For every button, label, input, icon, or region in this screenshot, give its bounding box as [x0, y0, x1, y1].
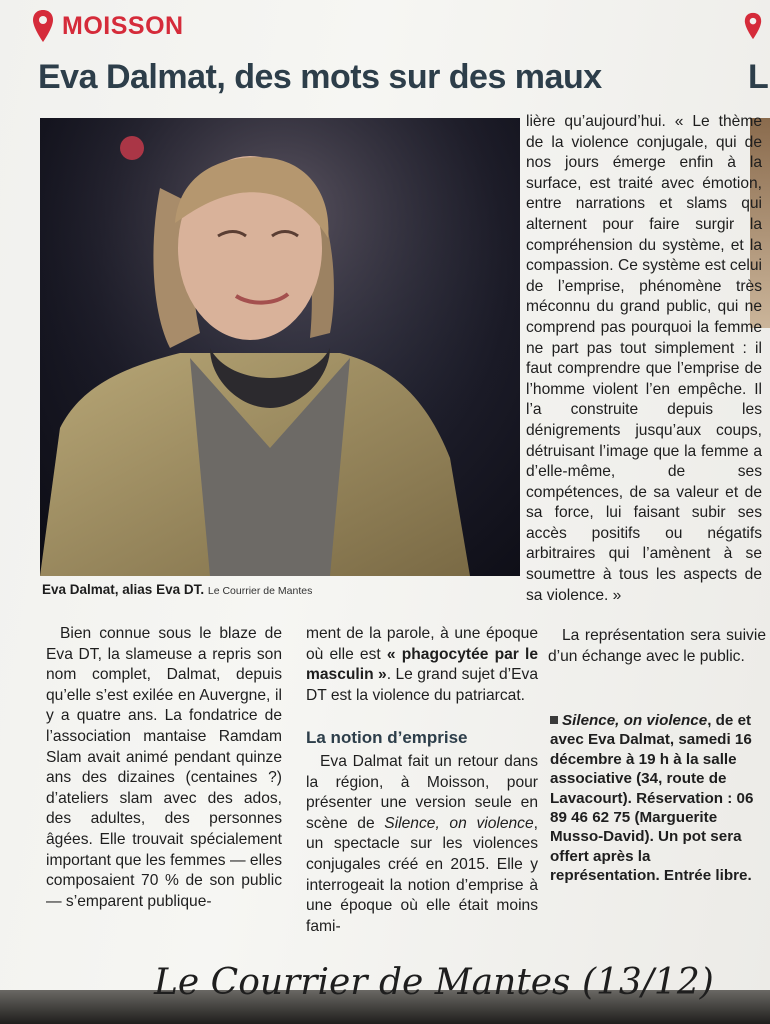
performer-photo-illustration	[40, 118, 520, 576]
handwritten-text: Le Courrier de Mantes (13/12)	[154, 962, 714, 1003]
photo-caption	[42, 582, 312, 597]
location-pin-icon-next	[744, 10, 762, 42]
section-header	[32, 6, 184, 46]
paragraph-parole	[306, 624, 538, 706]
caption-credit: Le Courrier de Mantes	[207, 585, 313, 597]
info-text: , de et avec Eva Dalmat, samedi 16 décembre à 19 h à la salle associative (34, route de Lavacourt). Réservation : 06 89 46 62 75 (Marguerite Musso-David). Un pot sera offert après la représentation. Entrée libre.	[550, 712, 754, 885]
show-title: Silence, on violence	[384, 814, 534, 832]
location-pin-icon	[32, 9, 54, 43]
quote: « phagocytée par le masculin »	[306, 645, 538, 684]
handwritten-annotation	[150, 950, 770, 1010]
paragraph-emprise	[306, 752, 538, 937]
article-column-2-bottom	[306, 752, 538, 937]
paragraph-quote: lière qu’aujourd’hui. « Le thème de la violence conjugale, qui de nos jours émerge enfin à la surface, est traité avec émotion, entre narrations et slams qui alternent pour faire surgir la compréhension du système, et la compassion. Ce système est celui de l’emprise, phénomène très méconnu du grand public, qui ne comprend pas pourquoi la femme ne part pas tout simplement : il faut comprendre que l’emprise de l’homme violent l’en empêche. Il l’a construite depuis les dénigrements jusqu’aux coups, détruisant l’image que la femme a d’elle-même, de ses compétences, de sa valeur et de sa force, lui faisant subir ses accès positifs ou négatifs arbitraires qui l’amènent à se soumettre à tous les aspects de sa violence. »	[526, 113, 762, 604]
caption-name: Eva Dalmat, alias Eva DT.	[42, 582, 205, 597]
text-part: ment de la parole, à une époque où elle est	[306, 625, 538, 663]
article-column-1	[46, 624, 282, 912]
headline: Eva Dalmat, des mots sur des maux	[38, 58, 602, 96]
paragraph-followup: La représentation sera suivie d’un échange avec le public.	[548, 627, 766, 665]
text-part: . Le grand sujet d’Eva DT est la violence du patriarcat.	[306, 666, 538, 704]
article-column-3-followup	[548, 626, 766, 667]
paragraph-intro: Bien connue sous le blaze de Eva DT, la slameuse a repris son nom complet, Dalmat, depuis qu’elle s’est exilée en Auvergne, il y a quatre ans. La fondatrice de l’association mantaise Ramdam Slam avait animé pendant quinze ans des dizaines (centaines ?) d’ateliers slam avec des ados, des adultes, des personnes âgées. Elle trouvait spécialement important que les femmes — elles composaient 70 % de son public — s’emparent publique-	[46, 625, 282, 910]
bullet-square-icon	[550, 716, 558, 724]
next-article-headline-fragment: L	[748, 58, 769, 96]
article-photo	[40, 118, 520, 576]
practical-info-box	[550, 711, 764, 886]
info-show-title: Silence, on violence	[562, 712, 708, 729]
article-column-2-top	[306, 624, 538, 706]
subheading: La notion d’emprise	[306, 728, 468, 747]
text-part: Eva Dalmat fait un retour dans la région, à Moisson, pour présenter une version seule en scène de	[306, 753, 538, 832]
article-column-3	[526, 112, 762, 606]
section-label: MOISSON	[62, 11, 184, 40]
text-part: , un spectacle sur les violences conjugales créé en 2015. Elle y interrogeait la notion d’emprise à une époque où elle était moins fami-	[306, 814, 538, 935]
